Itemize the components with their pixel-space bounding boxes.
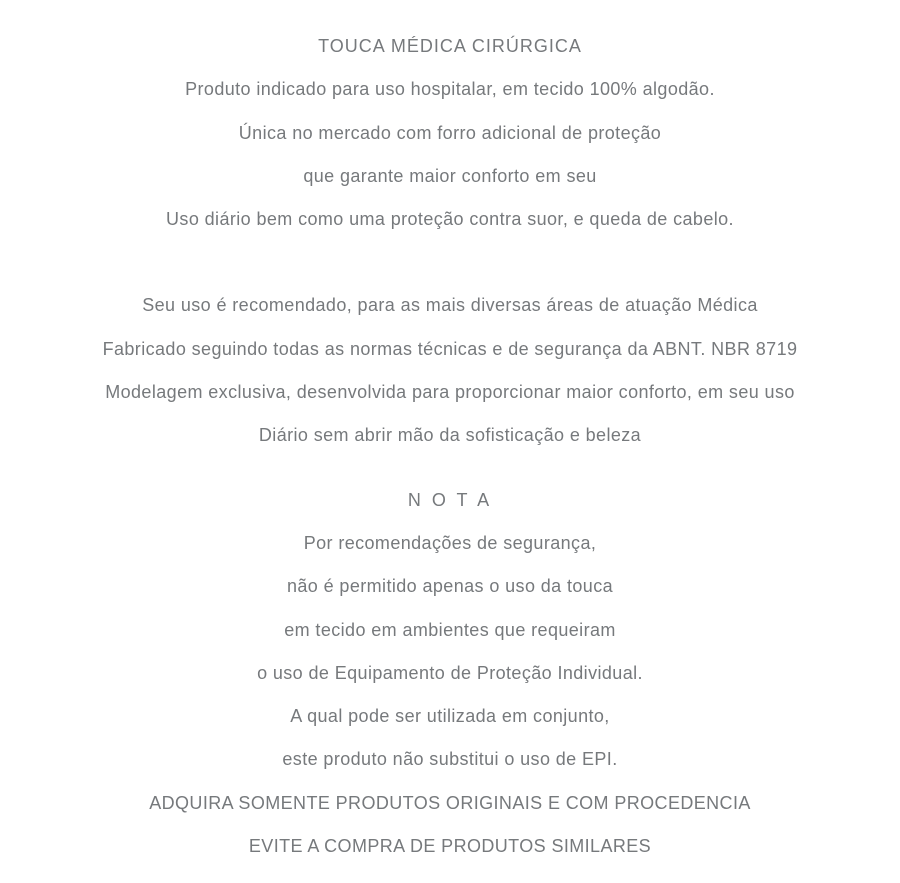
intro-line: Produto indicado para uso hospitalar, em tecido 100% algodão. xyxy=(185,79,715,100)
paragraph-spacer xyxy=(0,241,900,284)
nota-line: A qual pode ser utilizada em conjunto, xyxy=(290,706,610,727)
body-line: Diário sem abrir mão da sofisticação e beleza xyxy=(258,425,642,446)
body-line: Modelagem exclusiva, desenvolvida para proporcionar maior conforto, em seu uso xyxy=(105,382,795,403)
warning-line: ADQUIRA SOMENTE PRODUTOS ORIGINAIS E COM PROCEDENCIA xyxy=(149,792,751,813)
body-line: Fabricado seguindo todas as normas técnicas e de segurança da ABNT. NBR 8719 xyxy=(102,338,798,359)
document-title: TOUCA MÉDICA CIRÚRGICA xyxy=(318,36,582,56)
nota-line: Por recomendações de segurança, xyxy=(303,532,597,553)
nota-line: este produto não substitui o uso de EPI. xyxy=(282,749,618,770)
warning-line: EVITE A COMPRA DE PRODUTOS SIMILARES xyxy=(248,836,652,857)
intro-line: que garante maior conforto em seu xyxy=(303,165,597,186)
paragraph-spacer xyxy=(0,458,900,479)
nota-line: o uso de Equipamento de Proteção Individual. xyxy=(257,662,643,683)
intro-line: Única no mercado com forro adicional de proteção xyxy=(238,122,662,143)
nota-line: em tecido em ambientes que requeiram xyxy=(284,619,616,640)
nota-line: não é permitido apenas o uso da touca xyxy=(286,576,614,597)
intro-line: Uso diário bem como uma proteção contra suor, e queda de cabelo. xyxy=(166,209,734,230)
nota-heading: N O T A xyxy=(407,489,493,510)
body-line: Seu uso é recomendado, para as mais diversas áreas de atuação Médica xyxy=(142,295,758,316)
